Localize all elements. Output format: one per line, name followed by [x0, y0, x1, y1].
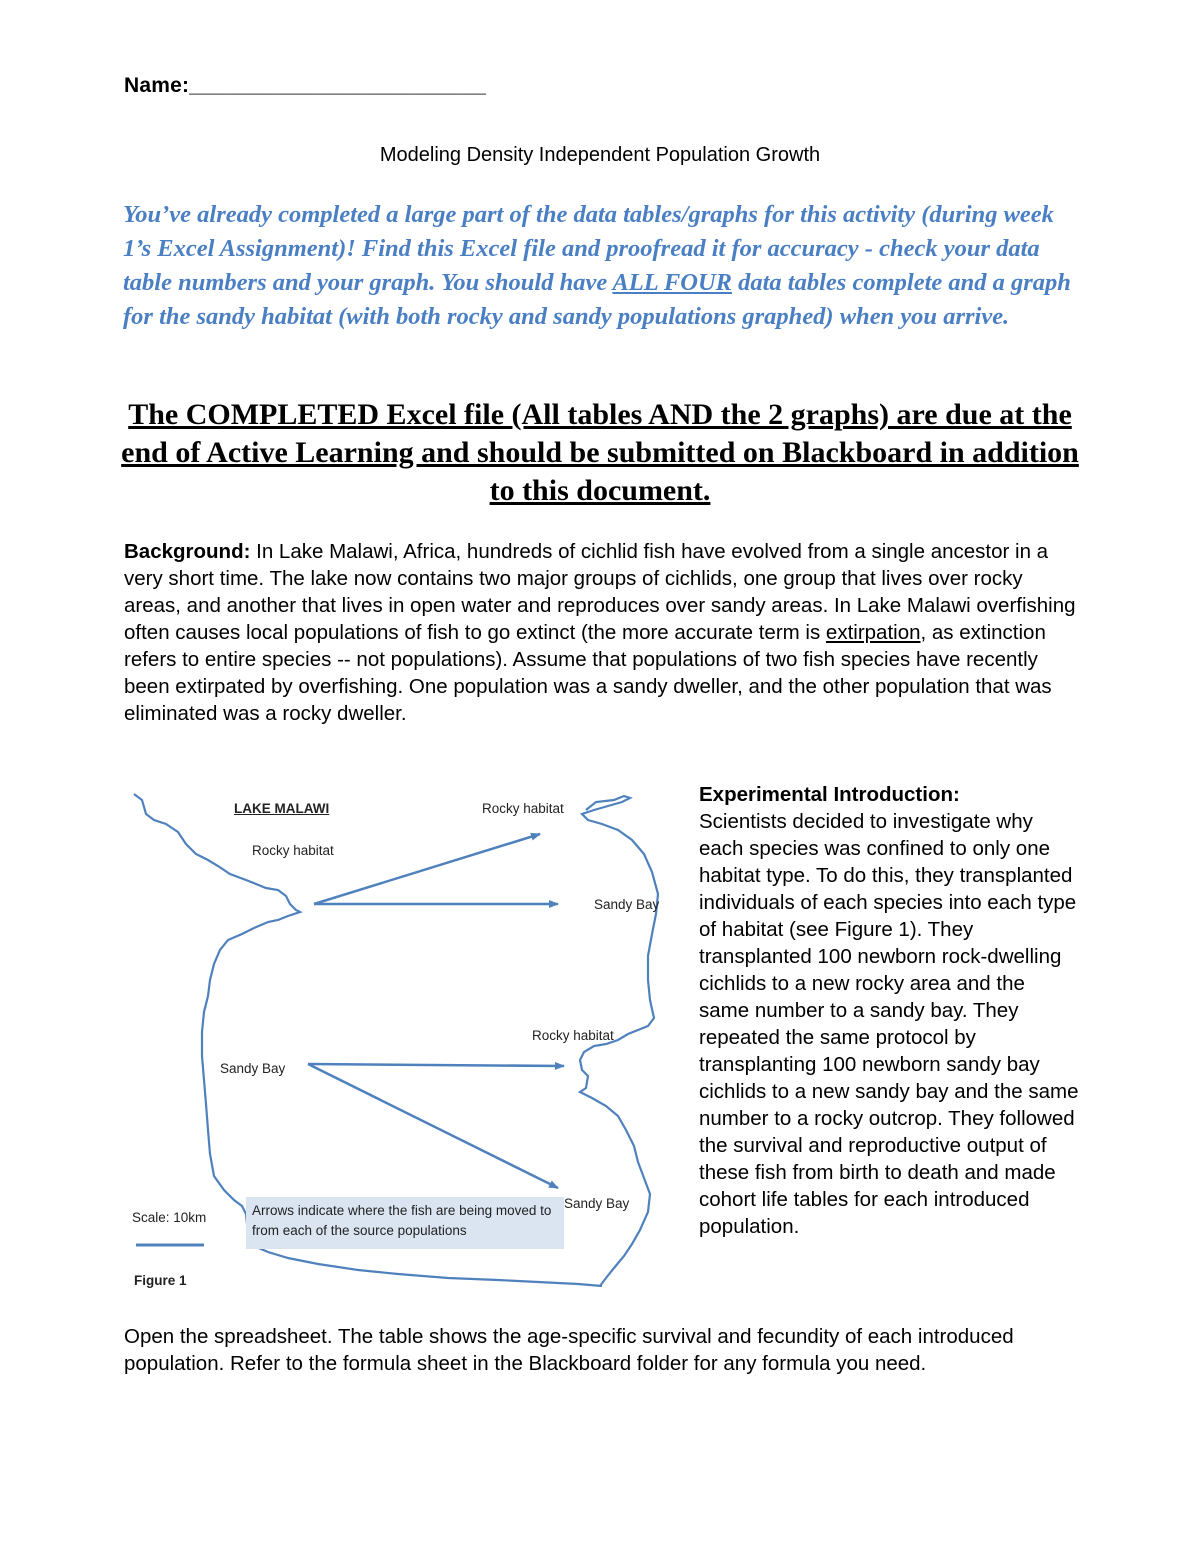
note-emphasis: ALL FOUR: [612, 269, 732, 296]
experimental-introduction: [699, 781, 1079, 1240]
due-notice: The COMPLETED Excel file (All tables AND the 2 graphs) are due at the end of Active Learning and should be submitted on Blackboard in addition to this document.: [121, 398, 1079, 507]
name-label: Name:: [124, 74, 190, 97]
instructions-paragraph: Open the spreadsheet. The table shows the age-specific survival and fecundity of each introduced population. Refer to the formula sheet in the Blackboard folder for any formula you need.: [124, 1325, 1014, 1375]
page-title: Modeling Density Independent Population Growth: [379, 144, 821, 166]
background-section: [124, 538, 1084, 727]
arrow-sandy-to-rocky: [308, 1064, 564, 1066]
note-text-2: data tables complete and a graph for the sandy habitat (with both rocky and sandy populations graphed) when you arrive.: [123, 269, 1071, 330]
dest-rocky-top-label: Rocky habitat: [482, 801, 564, 816]
background-text-1: In Lake Malawi, Africa, hundreds of cichlid fish have evolved from a single ancestor in a very short time. The lake now contains two major groups of cichlids, one group that lives over rocky areas, and another that lives in open water and reproduces over sandy areas. In Lake Malawi overfishing often causes local populations of fish to go extinct (the more accurate term is: [124, 540, 1076, 644]
experimental-label: Experimental Introduction:: [699, 783, 960, 806]
background-text-2: , as extinction refers to entire species -- not populations). Assume that populations of two fish species have recently been extirpated by overfishing. One population was a sandy dweller, and the other population that was eliminated was a rocky dweller.: [124, 621, 1052, 725]
figure-caption: Arrows indicate where the fish are being moved to from each of the source populations: [246, 1197, 564, 1249]
source-rocky-label: Rocky habitat: [252, 843, 334, 858]
arrow-rocky-to-rocky: [314, 834, 540, 904]
arrow-sandy-to-sandy: [308, 1064, 558, 1188]
scale-label: Scale: 10km: [132, 1210, 207, 1225]
extirpation-term: extirpation: [825, 621, 921, 644]
name-blank[interactable]: _________________________: [189, 74, 487, 97]
experimental-text: Scientists decided to investigate why each species was confined to only one habitat type. To do this, they transplanted individuals of each species into each type of habitat (see Figure 1). They transplanted 100 newborn rock-dwelling cichlids to a new rocky area and the same number to a sandy bay. They repeated the same protocol by transplanting 100 newborn sandy bay cichlids to a new sandy bay and the same number to a rocky outcrop. They followed the survival and reproductive output of these fish from birth to death and made cohort life tables for each introduced population.: [699, 810, 1079, 1238]
note-text-1: You’ve already completed a large part of the data tables/graphs for this activity (during week 1’s Excel Assignment)! Find this Excel file and proofread it for accuracy - check your data table numbers and your graph. You should have: [123, 201, 1054, 296]
lake-malawi-figure: [118, 784, 680, 1304]
source-sandy-label: Sandy Bay: [220, 1061, 286, 1076]
preparation-note: [123, 198, 1083, 334]
dest-sandy-top-label: Sandy Bay: [594, 897, 660, 912]
dest-sandy-bottom-label: Sandy Bay: [564, 1196, 630, 1211]
dest-rocky-bottom-label: Rocky habitat: [532, 1028, 614, 1043]
name-field[interactable]: [124, 74, 486, 98]
map-title: LAKE MALAWI: [234, 801, 330, 816]
background-label: Background:: [124, 540, 251, 563]
figure-label: Figure 1: [134, 1273, 187, 1288]
